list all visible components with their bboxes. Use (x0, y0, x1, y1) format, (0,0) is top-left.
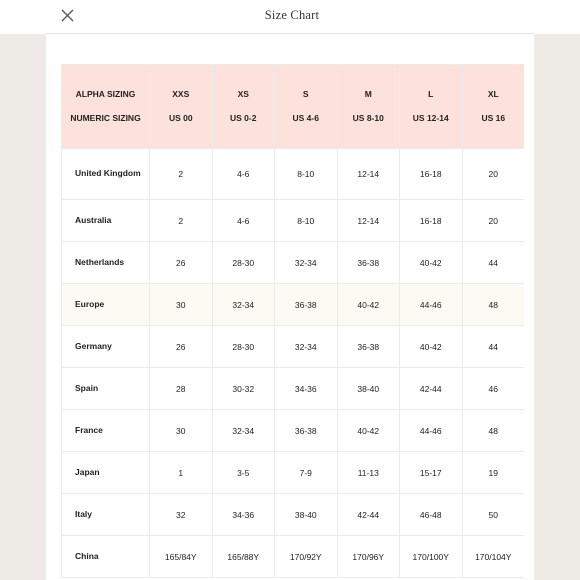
table-row (62, 284, 525, 326)
size-value-cell: 7-9 (275, 452, 338, 494)
size-value-cell: 165/88Y (212, 536, 275, 578)
table-row (62, 368, 525, 410)
size-value-cell: 32-34 (275, 326, 338, 368)
numeric-size: US 8-10 (352, 112, 384, 123)
size-value-cell: 16-18 (400, 149, 463, 200)
table-row (62, 149, 525, 200)
size-value-cell: 50 (462, 494, 524, 536)
size-value-cell: 38-40 (337, 368, 400, 410)
numeric-size: US 00 (168, 112, 193, 123)
table-row (62, 410, 525, 452)
size-value-cell: 11-13 (337, 452, 400, 494)
numeric-size: US 0-2 (230, 112, 257, 123)
size-value-cell: 44-46 (400, 410, 463, 452)
size-value-cell: 34-36 (275, 368, 338, 410)
size-value-cell: 8-10 (275, 149, 338, 200)
size-value-cell: 44 (462, 242, 524, 284)
size-value-cell: 28 (150, 368, 213, 410)
size-value-cell: 46-48 (400, 494, 463, 536)
alpha-size: XS (237, 89, 249, 100)
modal-title: Size Chart (264, 8, 320, 22)
alpha-size: M (364, 89, 372, 100)
size-value-cell: 32 (150, 494, 213, 536)
size-value-cell: 12-14 (337, 149, 400, 200)
size-value-cell: 30 (150, 410, 213, 452)
country-cell: Australia (62, 200, 150, 242)
size-value-cell: 26 (150, 242, 213, 284)
size-value-cell: 170/92Y (275, 536, 338, 578)
size-value-cell: 2 (150, 200, 213, 242)
size-value-cell: 3-5 (212, 452, 275, 494)
size-value-cell: 32-34 (275, 242, 338, 284)
size-column-header (400, 65, 463, 149)
size-table (61, 64, 524, 578)
size-value-cell: 36-38 (337, 326, 400, 368)
country-cell: Germany (62, 326, 150, 368)
country-cell: Europe (62, 284, 150, 326)
size-value-cell: 40-42 (337, 410, 400, 452)
size-value-cell: 28-30 (212, 242, 275, 284)
table-row (62, 536, 525, 578)
country-cell: France (62, 410, 150, 452)
size-value-cell: 40-42 (400, 242, 463, 284)
numeric-size: US 16 (481, 112, 506, 123)
size-chart (61, 64, 524, 580)
size-column-header (337, 65, 400, 149)
table-row (62, 452, 525, 494)
numeric-size: US 4-6 (292, 112, 319, 123)
size-value-cell: 1 (150, 452, 213, 494)
modal-header (0, 0, 580, 34)
size-value-cell: 36-38 (275, 284, 338, 326)
table-row (62, 242, 525, 284)
table-row (62, 200, 525, 242)
alpha-size: S (302, 89, 309, 100)
size-column-header (275, 65, 338, 149)
size-value-cell: 44 (462, 326, 524, 368)
size-value-cell: 170/100Y (400, 536, 463, 578)
size-value-cell: 46 (462, 368, 524, 410)
table-row (62, 494, 525, 536)
country-cell: Spain (62, 368, 150, 410)
size-value-cell: 48 (462, 410, 524, 452)
country-cell: China (62, 536, 150, 578)
size-value-cell: 38-40 (275, 494, 338, 536)
table-row (62, 326, 525, 368)
size-value-cell: 26 (150, 326, 213, 368)
alpha-sizing-label: ALPHA SIZING (75, 89, 136, 100)
size-value-cell: 32-34 (212, 284, 275, 326)
size-value-cell: 2 (150, 149, 213, 200)
size-value-cell: 36-38 (337, 242, 400, 284)
size-value-cell: 170/104Y (462, 536, 524, 578)
size-value-cell: 165/84Y (150, 536, 213, 578)
alpha-size: XXS (172, 89, 190, 100)
numeric-sizing-label: NUMERIC SIZING (70, 112, 141, 123)
corner-header (62, 65, 150, 149)
size-value-cell: 34-36 (212, 494, 275, 536)
size-value-cell: 28-30 (212, 326, 275, 368)
size-value-cell: 12-14 (337, 200, 400, 242)
size-value-cell: 170/96Y (337, 536, 400, 578)
country-cell: Italy (62, 494, 150, 536)
country-cell: Japan (62, 452, 150, 494)
size-value-cell: 8-10 (275, 200, 338, 242)
size-value-cell: 40-42 (337, 284, 400, 326)
alpha-size: L (428, 89, 434, 100)
size-value-cell: 42-44 (337, 494, 400, 536)
size-value-cell: 48 (462, 284, 524, 326)
size-value-cell: 30 (150, 284, 213, 326)
table-body (62, 149, 525, 578)
header-divider (46, 33, 534, 34)
size-column-header (212, 65, 275, 149)
alpha-size: XL (487, 89, 499, 100)
size-value-cell: 16-18 (400, 200, 463, 242)
size-value-cell: 20 (462, 200, 524, 242)
size-value-cell: 32-34 (212, 410, 275, 452)
numeric-size: US 12-14 (412, 112, 449, 123)
size-value-cell: 42-44 (400, 368, 463, 410)
size-value-cell: 30-32 (212, 368, 275, 410)
size-value-cell: 15-17 (400, 452, 463, 494)
table-header-row (62, 65, 525, 149)
country-cell: United Kingdom (62, 149, 150, 200)
size-column-header (462, 65, 524, 149)
size-value-cell: 19 (462, 452, 524, 494)
size-value-cell: 4-6 (212, 200, 275, 242)
size-column-header (150, 65, 213, 149)
size-value-cell: 4-6 (212, 149, 275, 200)
size-value-cell: 36-38 (275, 410, 338, 452)
size-value-cell: 20 (462, 149, 524, 200)
size-value-cell: 44-46 (400, 284, 463, 326)
country-cell: Netherlands (62, 242, 150, 284)
size-value-cell: 40-42 (400, 326, 463, 368)
